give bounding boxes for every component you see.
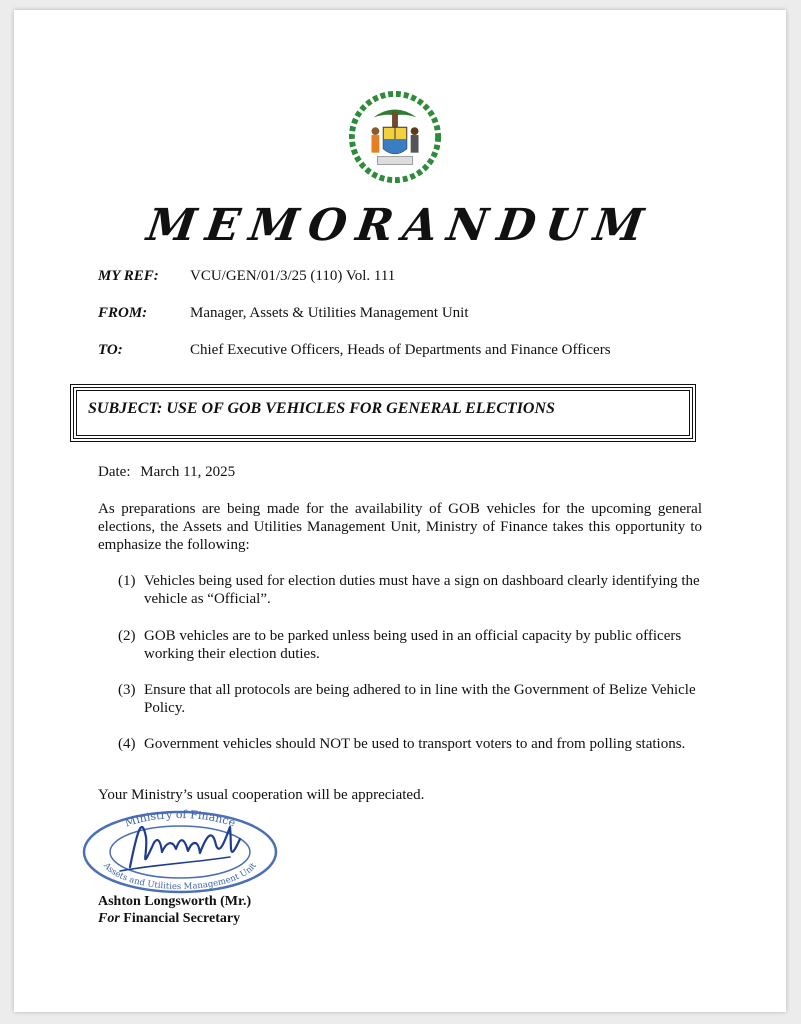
list-text: GOB vehicles are to be parked unless being used in an official capacity by public officers working their election duties. xyxy=(144,628,682,662)
ref-value: VCU/GEN/01/3/25 (110) Vol. 111 xyxy=(190,268,396,284)
date-label: Date: xyxy=(98,464,131,480)
date-value: March 11, 2025 xyxy=(140,464,236,480)
list-number: (3) xyxy=(118,682,136,698)
list-text: Vehicles being used for election duties must have a sign on dashboard clearly identifying the vehicle as “Official”. xyxy=(144,573,700,607)
svg-text:Assets and Utilities Managemen xyxy=(101,860,260,892)
closing-line: Your Ministry’s usual cooperation will be appreciated. xyxy=(98,787,425,803)
list-text: Government vehicles should NOT be used to transport voters to and from polling stations. xyxy=(144,736,686,752)
list-number: (4) xyxy=(118,736,136,752)
stamp-bottom-text: Assets and Utilities Management Unit xyxy=(101,861,259,893)
to-label: TO: xyxy=(98,342,123,358)
coat-of-arms-icon xyxy=(346,88,444,186)
signatory-role xyxy=(98,911,240,927)
intro-paragraph: As preparations are being made for the availability of GOB vehicles for the upcoming general elections, the Assets and Utilities Management Unit, Ministry of Finance takes this opportunity to emphasize the following: xyxy=(98,501,702,553)
from-value: Manager, Assets & Utilities Management Unit xyxy=(190,305,469,321)
list-text: Ensure that all protocols are being adhered to in line with the Government of Belize Vehicle Policy. xyxy=(144,682,696,716)
for-label: For xyxy=(98,911,120,926)
ministry-stamp-icon xyxy=(80,807,280,897)
list-number: (2) xyxy=(118,628,136,644)
list-number: (1) xyxy=(118,573,136,589)
role-label: Financial Secretary xyxy=(119,911,241,926)
from-label: FROM: xyxy=(98,305,148,321)
memo-title: MEMORANDUM xyxy=(143,200,657,251)
subject-box xyxy=(70,384,696,442)
signatory-name: Ashton Longsworth (Mr.) xyxy=(98,894,252,909)
subject-line: SUBJECT: USE OF GOB VEHICLES FOR GENERAL ELECTIONS xyxy=(88,400,555,417)
memo-page xyxy=(14,10,786,1012)
ref-label: MY REF: xyxy=(98,268,159,284)
to-value: Chief Executive Officers, Heads of Departments and Finance Officers xyxy=(190,342,611,358)
stamp-top-text: Ministry of Finance xyxy=(123,807,238,830)
date-line xyxy=(98,464,235,481)
